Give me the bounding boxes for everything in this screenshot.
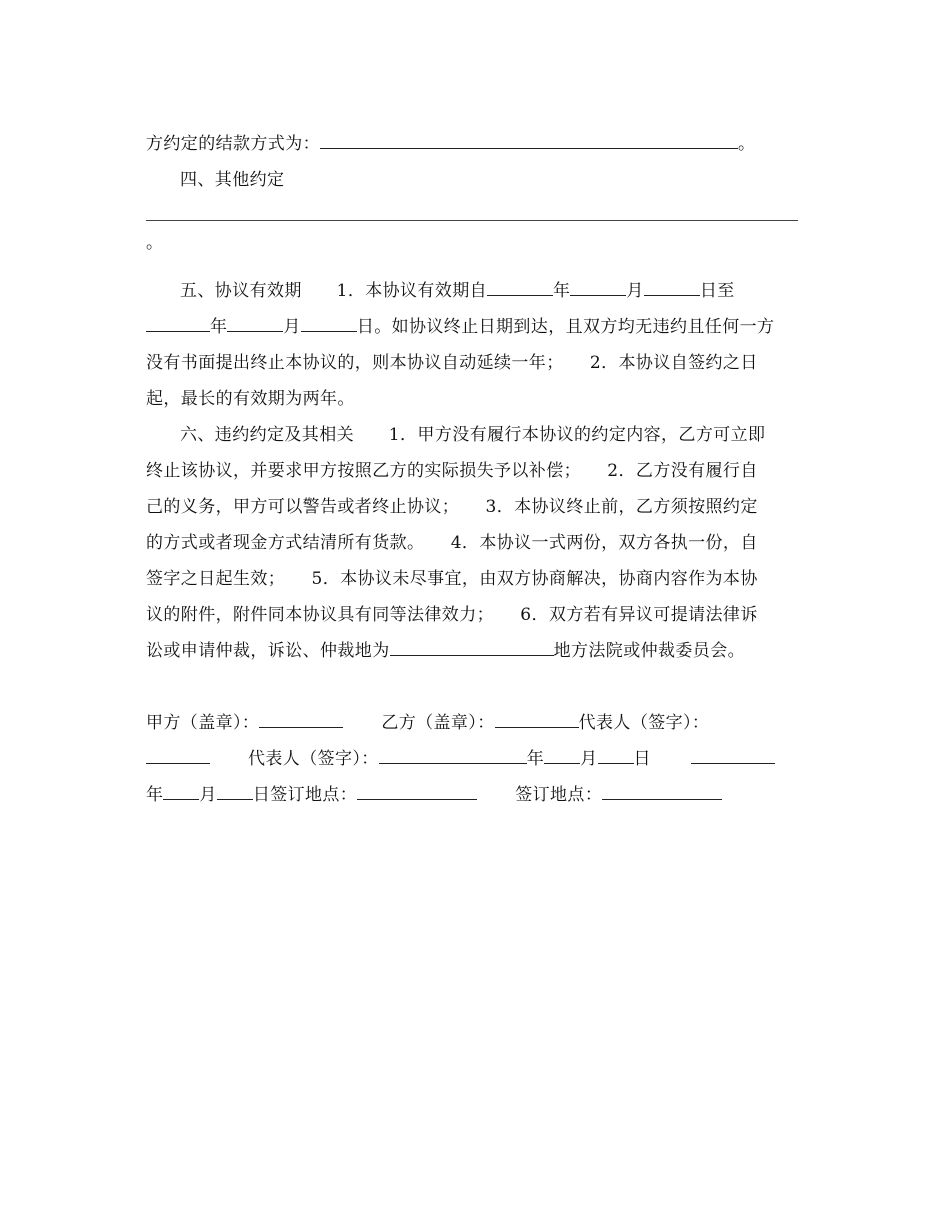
start-year-blank[interactable] [487, 273, 553, 296]
day-to-label: 日至 [699, 281, 735, 301]
year-label: 年 [146, 785, 164, 805]
end-year-blank[interactable] [146, 309, 210, 332]
party-b-seal-blank[interactable] [495, 705, 579, 728]
signature-line1 [146, 705, 808, 741]
arbitration-label: 讼或申请仲裁，诉讼、仲裁地为 [146, 641, 390, 661]
day-label: 日 [633, 749, 651, 769]
start-day-blank[interactable] [644, 273, 700, 296]
end-day-blank[interactable] [301, 309, 357, 332]
party-b-month-blank[interactable] [163, 777, 199, 800]
section5-line3: 没有书面提出终止本协议的，则本协议自动延续一年； 2．本协议自签约之日 [146, 353, 758, 373]
other-terms-blank[interactable] [146, 220, 798, 221]
section5-line4: 起，最长的有效期为两年。 [146, 389, 355, 409]
settlement-label: 方约定的结款方式为： [146, 134, 320, 154]
start-month-blank[interactable] [570, 273, 626, 296]
month-label: 月 [283, 317, 301, 337]
section5-text: 日。如协议终止日期到达，且双方均无违约且任何一方 [356, 317, 775, 337]
rep-b-sign-blank[interactable] [379, 741, 527, 764]
section5-heading: 五、协议有效期 1．本协议有效期自 [180, 281, 488, 301]
month-label: 月 [626, 281, 644, 301]
party-b-year-blank[interactable] [691, 741, 775, 764]
sign-place-label-b: 签订地点： [515, 785, 603, 805]
signature-line2 [146, 741, 808, 777]
sign-month-blank[interactable] [544, 741, 580, 764]
party-b-label: 乙方（盖章）： [381, 713, 495, 733]
section6-line4: 的方式或者现金方式结清所有货款。 4．本协议一式两份，双方各执一份，自 [146, 533, 758, 553]
section6-line3: 己的义务，甲方可以警告或者终止协议； 3．本协议终止前，乙方须按照约定 [146, 497, 758, 517]
rep-label-a: 代表人（签字）： [578, 713, 710, 733]
year-label: 年 [210, 317, 228, 337]
month-label: 月 [199, 785, 217, 805]
party-a-seal-blank[interactable] [259, 705, 343, 728]
arbitration-place-blank[interactable] [390, 633, 554, 656]
month-label: 月 [580, 749, 598, 769]
sign-place-b-blank[interactable] [602, 777, 722, 800]
settlement-blank[interactable] [320, 126, 738, 149]
arbitration-tail: 地方法院或仲裁委员会。 [553, 641, 746, 661]
party-b-day-blank[interactable] [217, 777, 253, 800]
section6-line5: 签字之日起生效； 5．本协议未尽事宜，由双方协商解决，协商内容作为本协 [146, 569, 758, 589]
section4-end: 。 [146, 233, 163, 253]
section6-line2: 终止该协议，并要求甲方按照乙方的实际损失予以补偿； 2．乙方没有履行自 [146, 461, 758, 481]
party-a-label: 甲方（盖章）： [146, 713, 260, 733]
section6-line1: 六、违约约定及其相关 1．甲方没有履行本协议的约定内容，乙方可立即 [180, 425, 766, 445]
settlement-line [146, 126, 808, 162]
sign-day-blank[interactable] [598, 741, 634, 764]
section6-line6: 议的附件，附件同本协议具有同等法律效力； 6．双方若有异议可提请法律诉 [146, 605, 758, 625]
section6-line7 [146, 633, 808, 669]
rep-a-sign-blank[interactable] [146, 741, 210, 764]
section5-line1 [146, 273, 808, 309]
section5-line2 [146, 309, 808, 345]
signature-line3 [146, 777, 808, 813]
year-label: 年 [526, 749, 545, 769]
rep-label-b: 代表人（签字）： [248, 749, 379, 769]
contract-page [146, 126, 808, 813]
section4-heading: 四、其他约定 [180, 170, 285, 190]
year-label: 年 [553, 281, 571, 301]
settlement-end: 。 [738, 134, 756, 154]
sign-place-a-blank[interactable] [357, 777, 477, 800]
sign-place-label-a: 日签订地点： [252, 785, 358, 805]
end-month-blank[interactable] [227, 309, 283, 332]
